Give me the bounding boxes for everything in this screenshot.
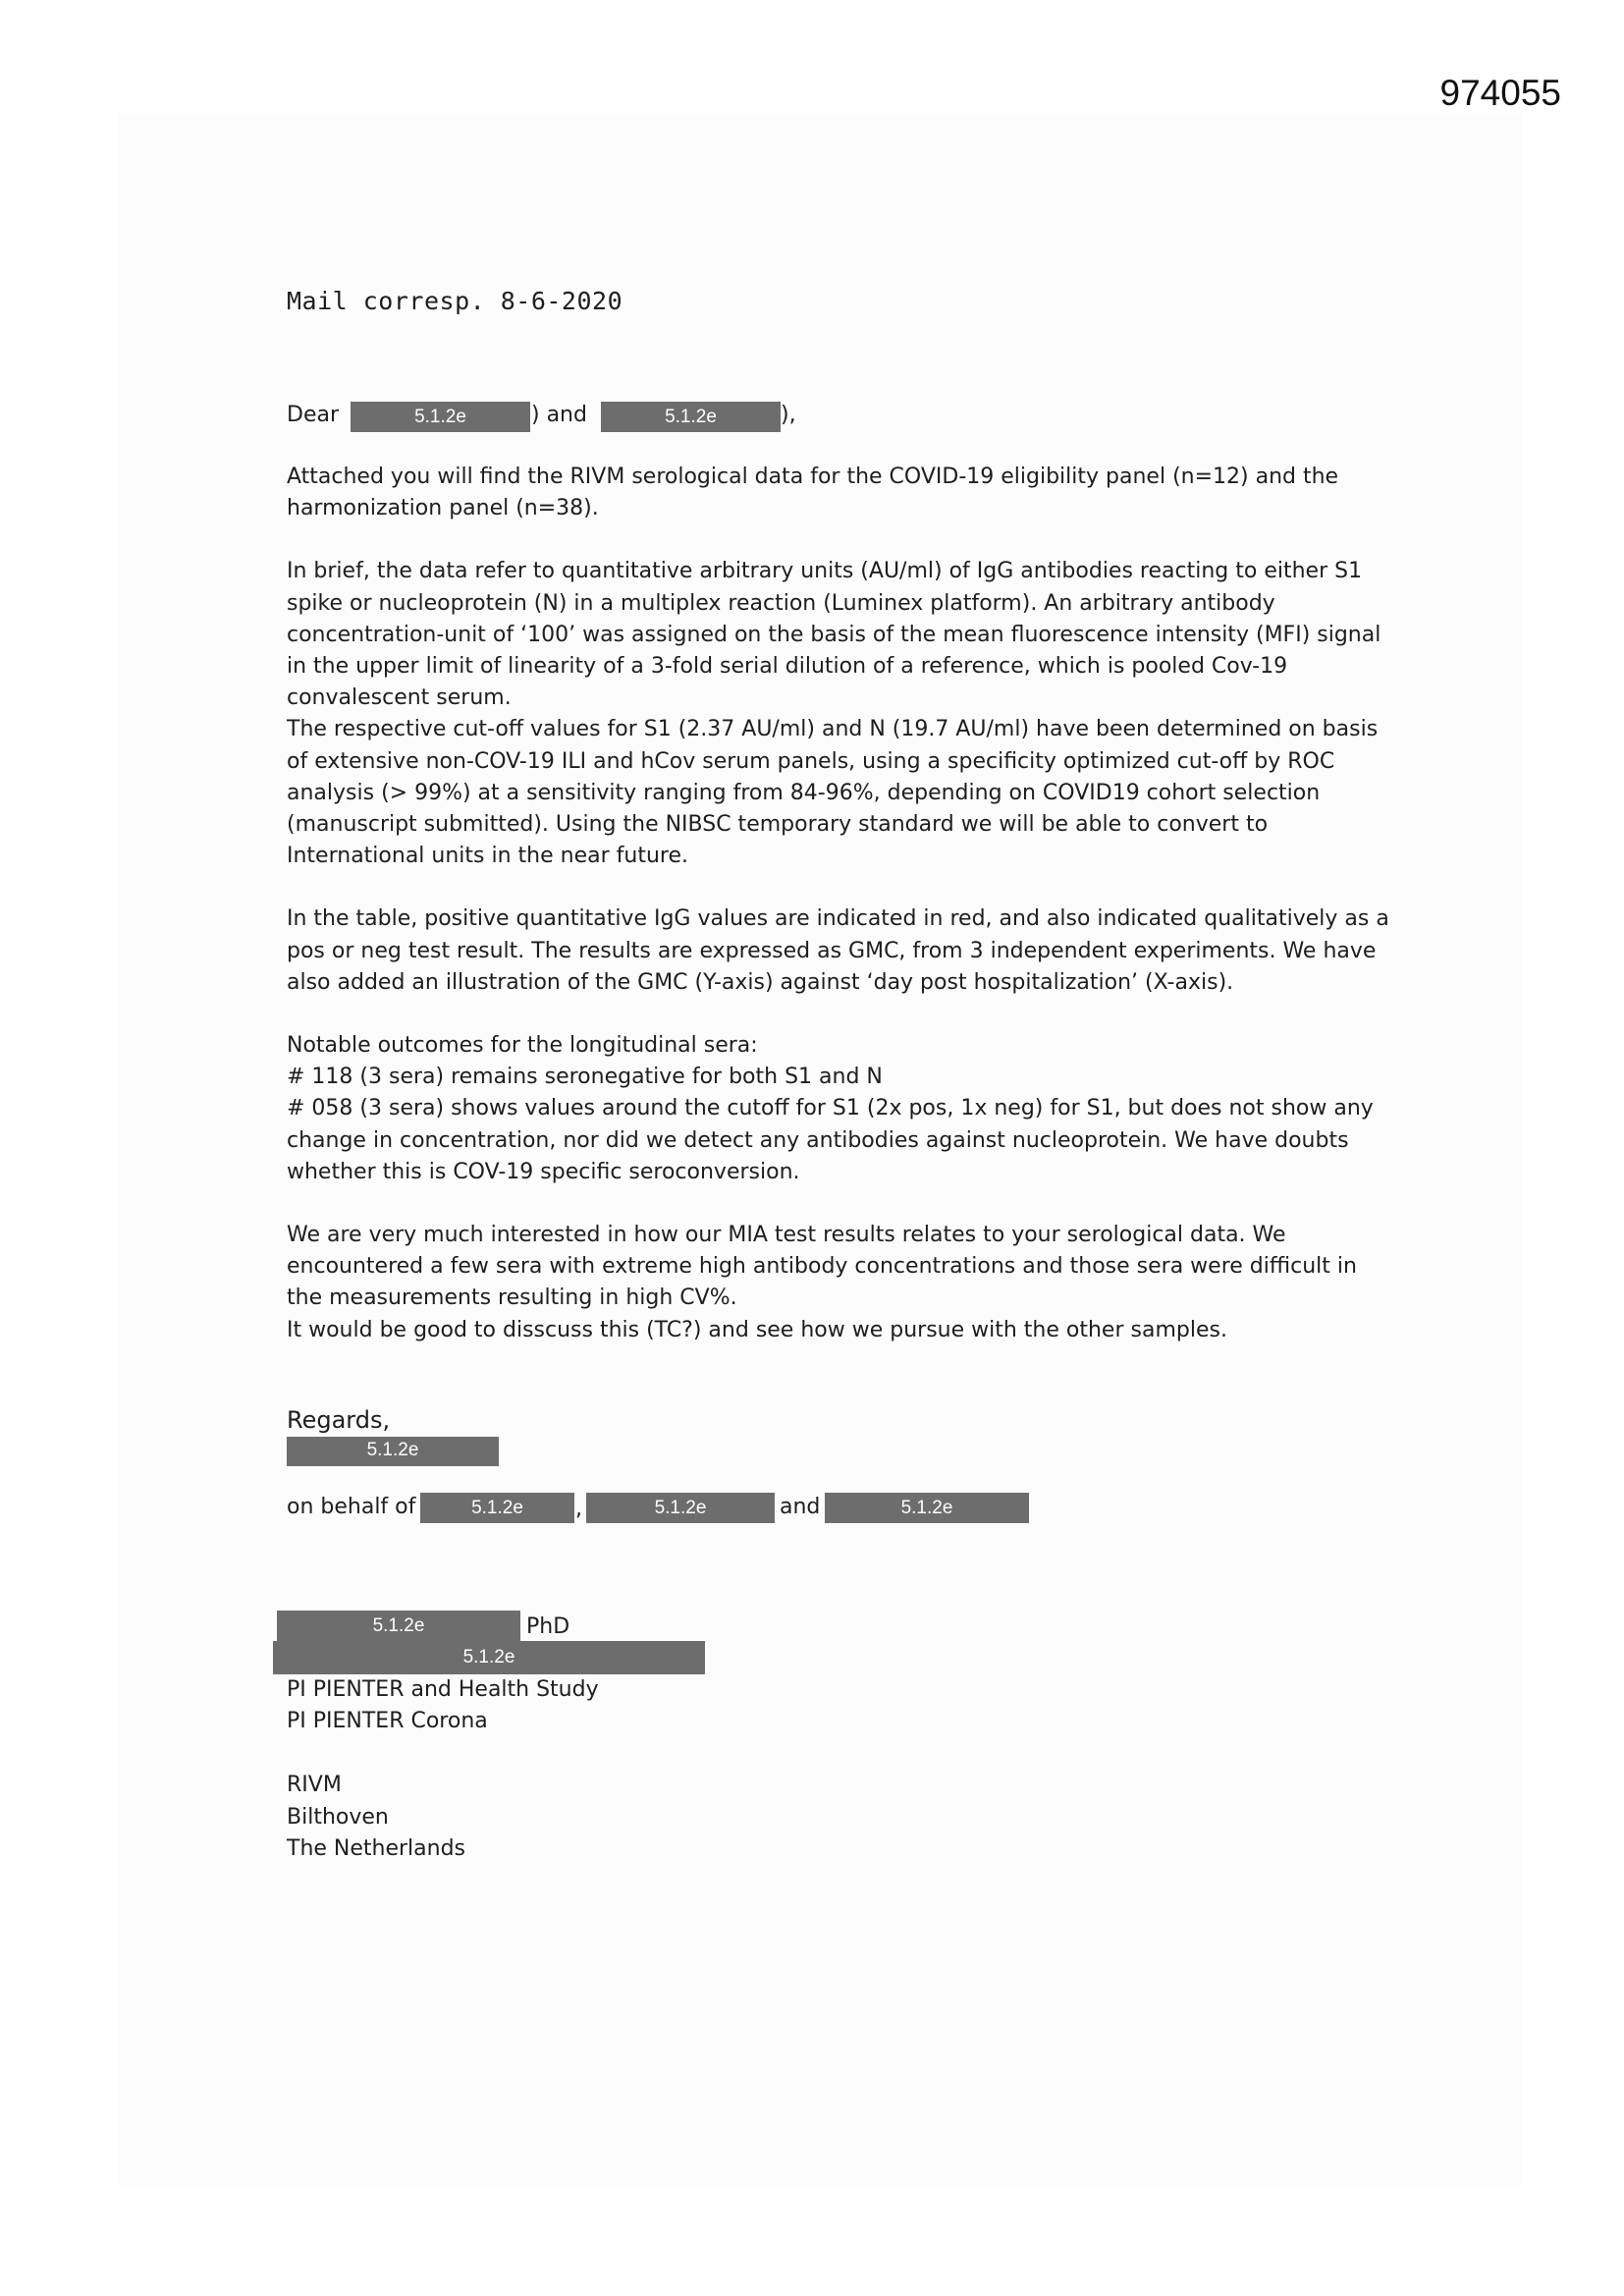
body-line: spike or nucleoprotein (N) in a multiplex reaction (Luminex platform). An arbitrary antibody (287, 590, 1275, 616)
body-line: Attached you will find the RIVM serological data for the COVID-19 eligibility panel (n=12) and the (287, 465, 1339, 489)
body-line: # 118 (3 sera) remains seronegative for both S1 and N (287, 1065, 883, 1090)
body-line: also added an illustration of the GMC (Y-axis) against ‘day post hospitalization’ (X-axis). (287, 969, 1234, 995)
body-line: In the table, positive quantitative IgG values are indicated in red, and also indicated qualitatively as a (287, 906, 1389, 932)
comma-separator: , (575, 1497, 582, 1521)
body-line: pos or neg test result. The results are expressed as GMC, from 3 independent experiments. We have (287, 938, 1377, 963)
letter-body (287, 462, 1389, 1346)
redaction-box: 5.1.2e (277, 1611, 520, 1641)
and-separator: and (780, 1495, 821, 1519)
body-line: It would be good to disscuss this (TC?) and see how we pursue with the other samples. (287, 1317, 1227, 1342)
on-behalf-of-label: on behalf of (287, 1495, 416, 1519)
body-line: whether this is COV-19 specific seroconversion. (287, 1159, 800, 1184)
signature-country: The Netherlands (287, 1836, 466, 1861)
body-line: in the upper limit of linearity of a 3-fold serial dilution of a reference, which is pooled Cov-19 (287, 654, 1288, 680)
redaction-box: 5.1.2e (273, 1641, 705, 1674)
redaction-box: 5.1.2e (586, 1493, 775, 1523)
closing-regards: Regards, (287, 1406, 391, 1434)
body-line: # 058 (3 sera) shows values around the cutoff for S1 (2x pos, 1x neg) for S1, but does not show any (287, 1096, 1374, 1121)
body-line: the measurements resulting in high CV%. (287, 1285, 737, 1311)
redaction-box: 5.1.2e (420, 1493, 574, 1523)
body-line: (manuscript submitted). Using the NIBSC temporary standard we will be able to convert to (287, 812, 1269, 838)
redaction-box: 5.1.2e (601, 402, 781, 432)
body-line: Notable outcomes for the longitudinal sera: (287, 1033, 758, 1059)
mail-date-line: Mail corresp. 8-6-2020 (287, 287, 623, 315)
body-line: The respective cut-off values for S1 (2.37 AU/ml) and N (19.7 AU/ml) have been determined on basis (287, 717, 1379, 742)
body-line: harmonization panel (n=38). (287, 496, 599, 521)
document-number: 974055 (1439, 73, 1561, 113)
signature-org: RIVM (287, 1773, 342, 1797)
redaction-box: 5.1.2e (287, 1437, 499, 1466)
body-line: encountered a few sera with extreme high antibody concentrations and those sera were difficult in (287, 1254, 1357, 1280)
signature-role-line: PI PIENTER and Health Study (287, 1677, 599, 1702)
salutation-and: ) and (531, 403, 587, 427)
salutation-dear: Dear (287, 403, 340, 427)
body-line: convalescent serum. (287, 685, 512, 711)
redaction-box: 5.1.2e (351, 402, 530, 432)
signature-city: Bilthoven (287, 1805, 389, 1830)
redaction-box: 5.1.2e (825, 1493, 1029, 1523)
body-line: of extensive non-COV-19 ILI and hCov serum panels, using a specificity optimized cut-off by ROC (287, 748, 1335, 774)
salutation-end: ), (781, 403, 796, 427)
body-line: analysis (> 99%) at a sensitivity ranging from 84-96%, depending on COVID19 cohort selection (287, 780, 1321, 805)
body-line: International units in the near future. (287, 844, 688, 869)
signature-title: PhD (526, 1614, 570, 1639)
body-line: concentration-unit of ‘100’ was assigned on the basis of the mean fluorescence intensity (MFI) signal (287, 622, 1381, 647)
body-line: change in concentration, nor did we detect any antibodies against nucleoprotein. We have doubts (287, 1127, 1349, 1153)
signature-role-line: PI PIENTER Corona (287, 1709, 488, 1733)
body-line: In brief, the data refer to quantitative arbitrary units (AU/ml) of IgG antibodies reacting to either S1 (287, 559, 1363, 584)
body-line: We are very much interested in how our MIA test results relates to your serological data. We (287, 1223, 1286, 1248)
